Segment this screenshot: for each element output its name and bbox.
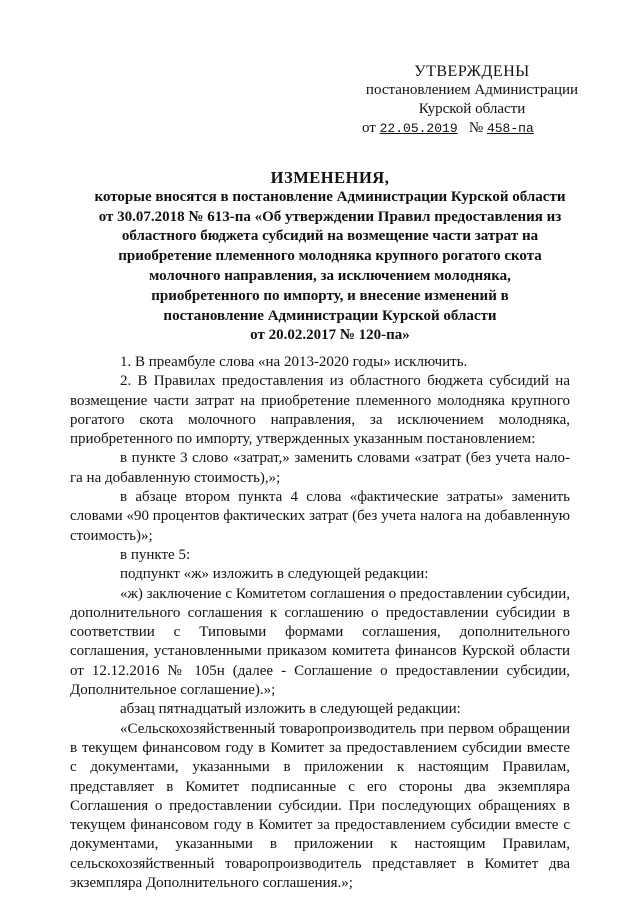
approval-number: 458-па (486, 121, 534, 136)
title-line: которые вносятся в постановление Администрации Курской области (94, 188, 566, 205)
date-prefix: от (362, 120, 376, 136)
title-line: приобретенного по импорту, и внесение изменений в (151, 287, 509, 304)
approval-heading: УТВЕРЖДЕНЫ (414, 63, 530, 80)
paragraph: «ж) заключение с Комитетом соглашения о предоставлении субсидии, дополнительного соглашения к соглашению о предоставлении субсидии в соответствии с Типовыми формами соглашения, дополнительного соглашения, установленными приказом комитета финансов Курской области от 12.12.2016 № 105н (далее - Соглашение о предоставлении субсидии, Дополнительное соглашение).»; (70, 585, 570, 699)
document-title (60, 168, 600, 346)
approval-date-line (342, 119, 602, 138)
title-line: от 20.02.2017 № 120-па» (250, 327, 410, 344)
number-prefix: № (468, 120, 484, 136)
approval-line-2: Курской области (418, 101, 526, 117)
approval-block (342, 62, 602, 138)
title-line: молочного направления, за исключением молодняка, (149, 267, 511, 284)
title-line: от 30.07.2018 № 613-па «Об утверждении Правил предоставления из (98, 208, 562, 225)
approval-date: 22.05.2019 (379, 121, 458, 136)
paragraph: в пункте 5: (120, 546, 191, 563)
document-body (70, 353, 570, 893)
approval-line-1: постановлением Администрации (365, 82, 579, 98)
title-line: постановление Администрации Курской области (163, 307, 497, 324)
paragraph: в пункте 3 слово «затрат,» заменить словами «затрат (без учета нало-га на добавленную стоимость),»; (70, 450, 570, 486)
paragraph: в абзаце втором пункта 4 слова «фактические затраты» заменить словами «90 процентов фактических затрат (без учета налога на добавленную стоимость)»; (70, 489, 570, 544)
title-line: областного бюджета субсидий на возмещение части затрат на (121, 228, 539, 245)
paragraph: «Сельскохозяйственный товаропроизводитель при первом обращении в текущем финансовом году в Комитет за предоставлением субсидии вместе с документами, указанными в приложении к настоящим Правилам, представляет в Комитет подписанные с его стороны два экземпляра Соглашения о предоставлении субсидии. При последующих обращениях в текущем финансовом году в Комитет за предоставлением субсидии вместе с документами, указанными в приложении к настоящим Правилам, сельскохозяйственный товаропроизводитель представляет в Комитет два экземпляра Дополнительного соглашения.»; (70, 720, 570, 892)
title-main: ИЗМЕНЕНИЯ, (270, 168, 390, 187)
paragraph: 2. В Правилах предоставления из областного бюджета субсидий на возмещение части затрат на приобретение племенного молодняка крупного рогатого скота молочного направления, за исключением молодняка, приобретенного по импорту, утвержденных указанным постановлением: (70, 373, 570, 448)
paragraph: подпункт «ж» изложить в следующей редакции: (120, 566, 429, 583)
paragraph: абзац пятнадцатый изложить в следующей редакции: (120, 701, 461, 718)
title-line: приобретение племенного молодняка крупного рогатого скота (118, 248, 542, 265)
paragraph: 1. В преамбуле слова «на 2013-2020 годы» исключить. (120, 354, 468, 370)
